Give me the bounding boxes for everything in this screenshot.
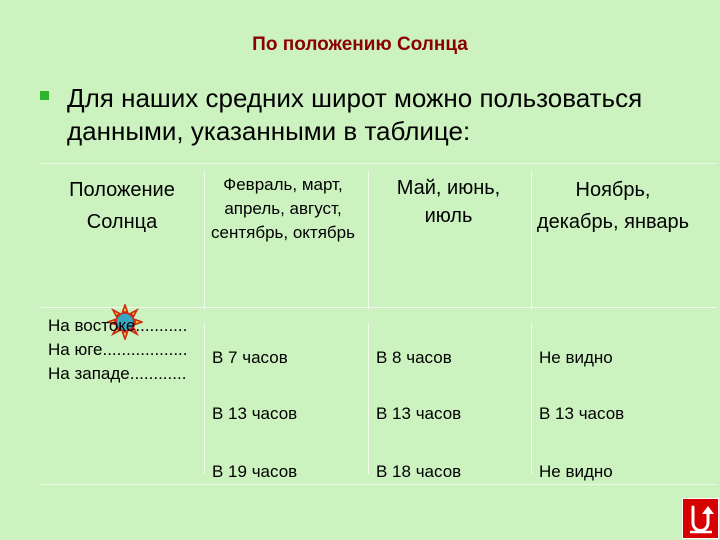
cell-south-may-jul: В 13 часов [376, 404, 462, 423]
column-divider [368, 324, 369, 474]
cell-east-may-jul: В 8 часов [376, 348, 452, 367]
return-button[interactable] [682, 498, 719, 539]
column-divider [368, 172, 369, 309]
header-sun-position: Положение Солнца [69, 179, 175, 233]
slide-title: По положению Солнца [252, 34, 468, 55]
cell-west-nov-jan: Не видно [539, 462, 613, 481]
header-nov-jan: Ноябрь, декабрь, январь [536, 179, 690, 233]
column-divider [204, 324, 205, 474]
bullet-square-icon [40, 91, 49, 100]
cell-east-nov-jan: Не видно [539, 348, 613, 367]
return-arrow-icon [686, 504, 715, 534]
row-labels: На востоке........... На юге.................. На западе............ [48, 316, 188, 383]
header-feb-oct: Февраль, март, апрель, август, сентябрь, октябрь [211, 175, 355, 242]
cell-south-feb-oct: В 13 часов [212, 404, 298, 423]
column-divider [531, 172, 532, 309]
header-may-jul: Май, июнь, июль [396, 177, 501, 227]
sun-position-table [41, 163, 716, 485]
cell-west-may-jul: В 18 часов [376, 462, 462, 481]
bullet-text: Для наших средних широт можно пользоваться данными, указанными в таблице: [67, 83, 643, 146]
cell-west-feb-oct: В 19 часов [212, 462, 298, 481]
cell-south-nov-jan: В 13 часов [539, 404, 625, 423]
cell-east-feb-oct: В 7 часов [212, 348, 288, 367]
column-divider [531, 324, 532, 474]
